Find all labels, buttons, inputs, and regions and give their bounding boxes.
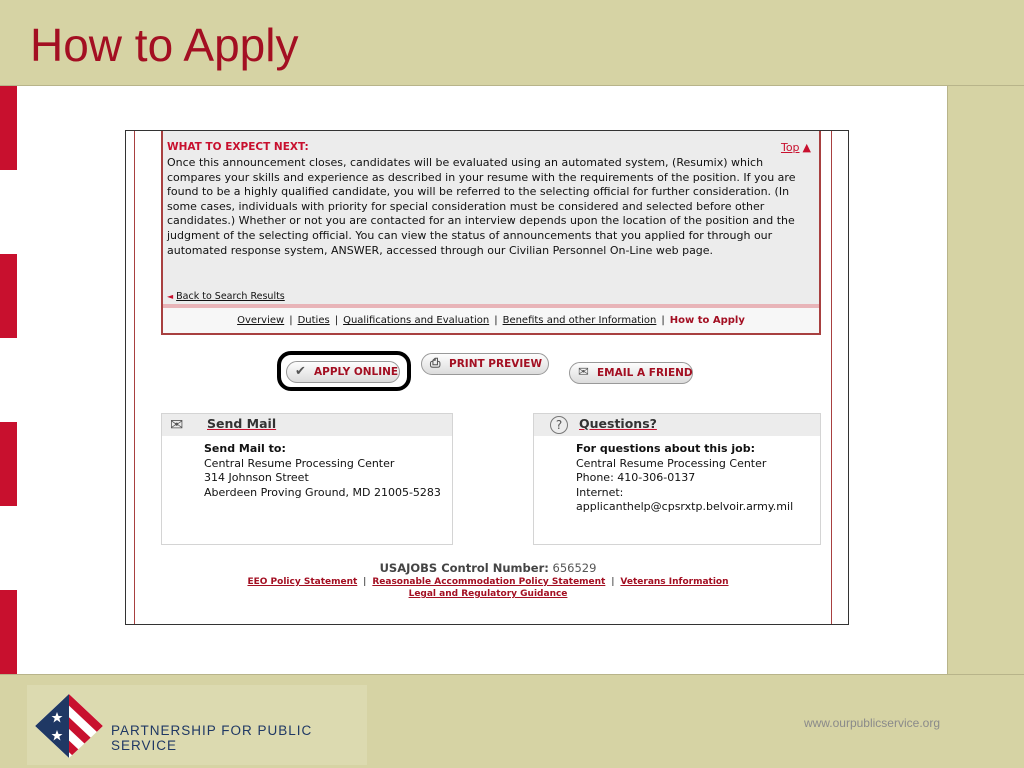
usajobs-screenshot bbox=[125, 130, 849, 625]
questions-contact bbox=[576, 442, 816, 515]
org-name: PARTNERSHIP FOR PUBLIC SERVICE bbox=[111, 723, 313, 753]
section-heading: WHAT TO EXPECT NEXT: bbox=[167, 141, 309, 153]
contact-line: Central Resume Processing Center bbox=[576, 456, 767, 470]
contact-line: Phone: 410-306-0137 bbox=[576, 471, 696, 484]
tab-how-to-apply[interactable]: How to Apply bbox=[669, 315, 745, 326]
slide-title-bar bbox=[0, 0, 1024, 86]
accommodation-policy-link[interactable]: Reasonable Accommodation Policy Statement bbox=[372, 577, 606, 587]
print-label: PRINT PREVIEW bbox=[449, 358, 543, 370]
questions-box bbox=[533, 413, 821, 545]
control-number-label: USAJOBS Control Number: bbox=[379, 561, 549, 575]
questions-title: Questions? bbox=[579, 416, 657, 431]
back-link-label[interactable]: Back to Search Results bbox=[176, 291, 285, 302]
address-line: 314 Johnson Street bbox=[204, 471, 309, 484]
legal-guidance bbox=[126, 589, 849, 599]
question-icon: ? bbox=[550, 416, 568, 434]
questions-header bbox=[534, 414, 820, 436]
tab-qualifications[interactable]: Qualifications and Evaluation bbox=[343, 315, 490, 326]
slide-title: How to Apply bbox=[30, 19, 299, 71]
tab-overview[interactable]: Overview bbox=[237, 315, 285, 326]
apply-label: APPLY ONLINE bbox=[314, 366, 399, 378]
eeo-policy-link[interactable]: EEO Policy Statement bbox=[247, 577, 358, 587]
left-stripe bbox=[0, 86, 17, 674]
top-link[interactable] bbox=[781, 141, 811, 154]
address-line: Aberdeen Proving Ground, MD 21005-5283 bbox=[204, 485, 441, 499]
up-triangle-icon: ▲ bbox=[802, 141, 811, 154]
questions-lead: For questions about this job: bbox=[576, 442, 755, 455]
tab-duties[interactable]: Duties bbox=[297, 315, 330, 326]
address-line: Central Resume Processing Center bbox=[204, 456, 395, 470]
back-to-search-link[interactable] bbox=[167, 291, 285, 302]
envelope-icon: ✉ bbox=[578, 365, 589, 380]
contact-line: Internet: bbox=[576, 485, 624, 499]
announcement-tabs: Overview | Duties | Qualifications and Evaluation | Benefits and other Information | How to Apply bbox=[163, 308, 819, 333]
checkmark-icon: ✔ bbox=[295, 364, 306, 379]
right-pane bbox=[947, 86, 1024, 674]
veterans-info-link[interactable]: Veterans Information bbox=[620, 577, 729, 587]
control-number bbox=[126, 561, 849, 575]
policy-links: EEO Policy Statement | Reasonable Accommodation Policy Statement | Veterans Information bbox=[247, 577, 729, 587]
print-preview-button[interactable] bbox=[421, 353, 549, 375]
email-friend-button[interactable] bbox=[569, 362, 693, 384]
printer-icon: ⎙ bbox=[430, 356, 441, 371]
top-link-label[interactable]: Top bbox=[780, 141, 800, 154]
diamond-flag-logo-icon bbox=[35, 694, 103, 758]
send-mail-address bbox=[204, 442, 449, 500]
partnership-logo bbox=[27, 685, 367, 765]
contact-email[interactable]: applicanthelp@cpsrxtp.belvoir.army.mil bbox=[576, 500, 794, 513]
expect-text: Once this announcement closes, candidates will be evaluated using an automated system, (Resumix) which compares your skills and experience as described in your resume with the requirements of the position. If you are found to be a highly qualified candidate, you will be referred to the selecting official for further consideration. (In some cases, individuals with priority for special consideration must be considered and selected before other candidates.) Whether or not you are contacted for an interview depends upon the location of the position and the judgment of the selecting official. You can view the status of announcements that you applied for through our automated response system, ANSWER, accessed through our Civilian Personnel On-Line web page. bbox=[167, 156, 796, 257]
footer-url: www.ourpublicservice.org bbox=[803, 716, 940, 730]
back-arrow-icon: ◄ bbox=[167, 292, 174, 301]
send-mail-lead: Send Mail to: bbox=[204, 442, 286, 455]
mailbox-icon: ✉ bbox=[170, 415, 184, 434]
control-number-value: 656529 bbox=[552, 561, 597, 575]
email-label: EMAIL A FRIEND bbox=[597, 367, 693, 379]
legal-guidance-link[interactable]: Legal and Regulatory Guidance bbox=[408, 589, 568, 599]
tab-benefits[interactable]: Benefits and other Information bbox=[502, 315, 657, 326]
slide-footer bbox=[0, 674, 1024, 768]
send-mail-box bbox=[161, 413, 453, 545]
announcement-panel bbox=[161, 131, 821, 335]
send-mail-title: Send Mail bbox=[207, 416, 277, 431]
apply-online-button[interactable] bbox=[286, 361, 400, 383]
send-mail-header bbox=[162, 414, 452, 436]
